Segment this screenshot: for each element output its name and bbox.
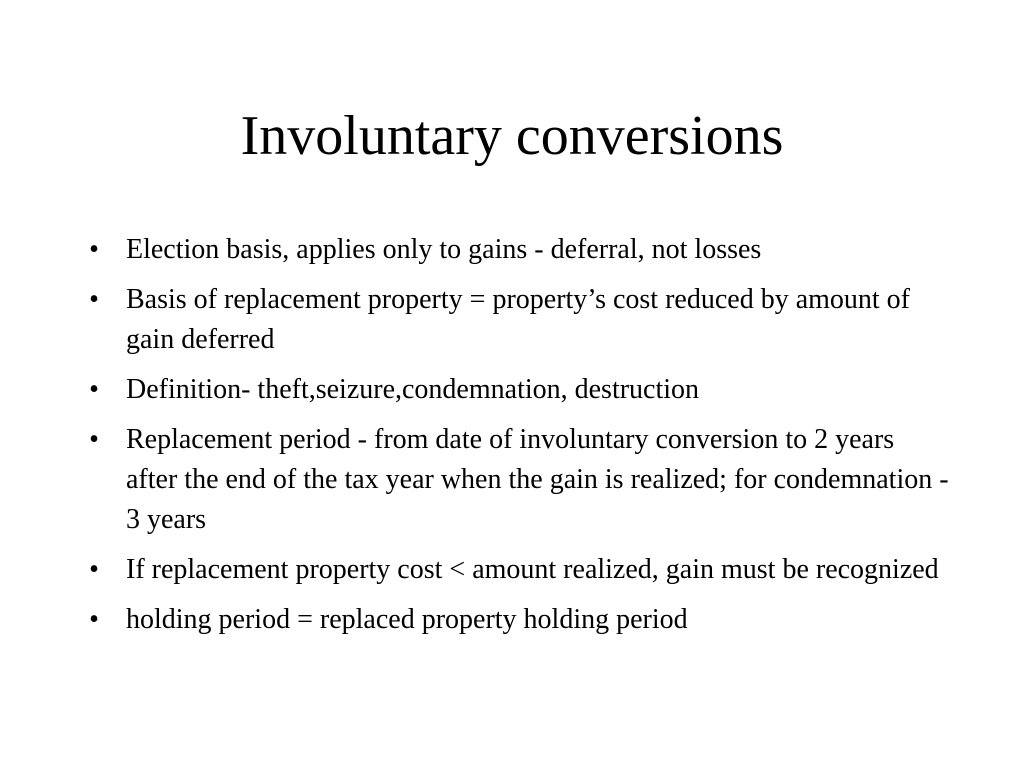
bullet-list — [82, 230, 952, 650]
bullet-text: holding period = replaced property holding period — [126, 604, 688, 635]
bullet-text: Basis of replacement property = property’s cost reduced by amount of gain deferred — [126, 284, 910, 355]
bullet-marker: • — [89, 234, 99, 265]
bullet-marker: • — [89, 604, 99, 635]
bullet-marker: • — [89, 284, 99, 315]
bullet-text: Definition- theft,seizure,condemnation, destruction — [126, 374, 700, 405]
bullet-text: Replacement period - from date of involuntary conversion to 2 years after the end of the tax year when the gain is realized; for condemnation - 3 years — [126, 424, 949, 535]
bullet-item — [82, 550, 952, 590]
bullet-marker: • — [89, 374, 99, 405]
bullet-marker: • — [89, 424, 99, 455]
bullet-text: Election basis, applies only to gains - deferral, not losses — [126, 234, 762, 265]
bullet-item — [82, 420, 952, 540]
bullet-item — [82, 280, 952, 360]
bullet-text: If replacement property cost < amount realized, gain must be recognized — [126, 554, 939, 585]
bullet-item — [82, 230, 952, 270]
bullet-item — [82, 600, 952, 640]
slide-title: Involuntary conversions — [240, 105, 784, 167]
bullet-item — [82, 370, 952, 410]
bullet-marker: • — [89, 554, 99, 585]
